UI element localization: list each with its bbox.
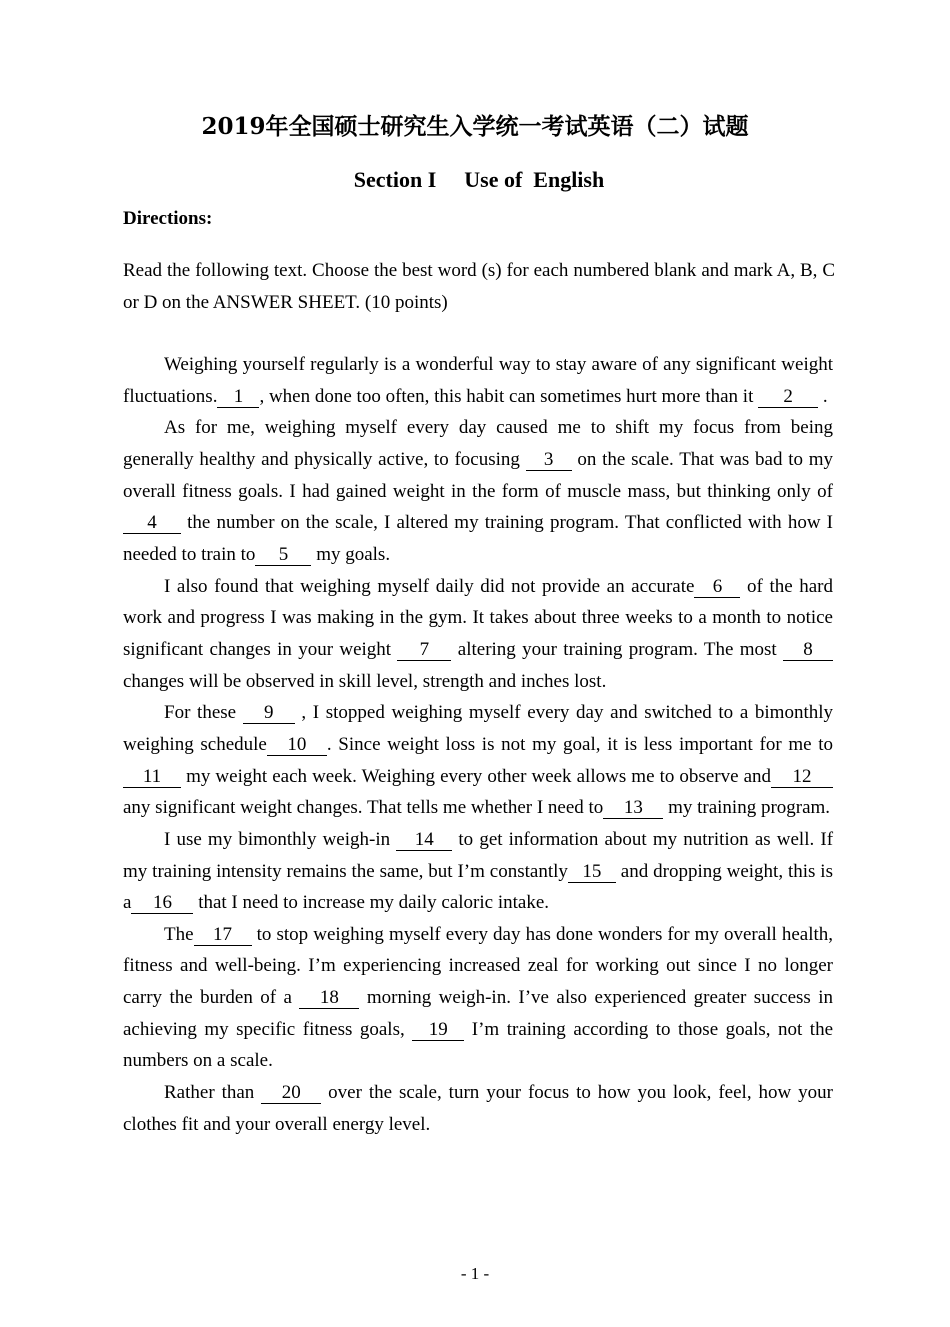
- passage-text: changes will be observed in skill level, strength and inches lost.: [123, 670, 607, 692]
- paragraph-1: [123, 349, 833, 412]
- passage-text: on the scale. That was bad to my overall fitness goals. I had gained weight in the form of muscle mass, but thinking only of: [123, 448, 834, 502]
- blank-14: 14: [396, 830, 452, 851]
- section-name: Use of English: [464, 167, 605, 192]
- blank-9: 9: [243, 703, 295, 724]
- passage-text: my training program.: [668, 797, 831, 819]
- passage-text: my goals.: [316, 543, 391, 565]
- passage-text: to stop weighing myself every day has done wonders for my overall health, fitness and well-being. I’m experiencing increased zeal for working out since I no longer carry the burden of a: [123, 923, 834, 1009]
- passage-text: .: [818, 385, 828, 407]
- passage-text: morning weigh-in. I’ve also experienced greater success in achieving my specific fitness goals,: [123, 987, 834, 1040]
- paragraph-6: [123, 919, 833, 1077]
- passage-text: over the scale, turn your focus to how you look, feel, how your clothes fit and your overall energy level.: [123, 1082, 833, 1135]
- blank-6: 6: [694, 577, 740, 598]
- blank-12: 12: [771, 767, 833, 788]
- passage-text: , I stopped weighing myself every day and switched to a bimonthly weighing schedule: [123, 702, 834, 755]
- passage-text: For these: [164, 702, 237, 724]
- directions-text: Read the following text. Choose the best word (s) for each numbered blank and mark A, B, C or D on the ANSWER SHEET. (10 points): [123, 260, 835, 313]
- passage-text: I’m training according to those goals, not the numbers on a scale.: [123, 1018, 834, 1072]
- blank-7: 7: [397, 640, 451, 661]
- blank-10: 10: [267, 735, 327, 756]
- page-number: - 1 -: [460, 1264, 490, 1283]
- directions-label: Directions:: [123, 208, 213, 229]
- paragraph-2: [123, 412, 833, 570]
- passage-text: the number on the scale, I altered my training program. That conflicted with how I needed to train to: [123, 512, 834, 565]
- blank-16: 16: [131, 893, 193, 914]
- paragraph-7: [123, 1077, 833, 1140]
- passage-text: I also found that weighing myself daily did not provide an accurate: [164, 575, 695, 597]
- passage-text: of the hard work and progress I was making in the gym. It takes about three weeks to a month to notice significant changes in your weight: [123, 575, 834, 660]
- passage-text: that I need to increase my daily caloric intake.: [198, 892, 550, 914]
- passage-text: my weight each week. Weighing every other week allows me to observe and: [186, 765, 772, 787]
- passage-text: . Since weight loss is not my goal, it is less important for me to: [326, 733, 833, 755]
- passage-text: As for me, weighing myself every day caused me to shift my focus from being generally healthy and physically active, to focusing: [123, 417, 833, 470]
- passage-text: I use my bimonthly weigh-in: [164, 828, 391, 850]
- passage-text: altering your training program. The most: [457, 638, 777, 660]
- passage-text: and dropping weight, this is a: [123, 860, 833, 914]
- blank-20: 20: [261, 1083, 321, 1104]
- blank-19: 19: [412, 1020, 464, 1041]
- section-label: Section I: [353, 167, 437, 192]
- blank-18: 18: [299, 988, 359, 1009]
- paragraph-5: [123, 824, 833, 919]
- blank-15: 15: [568, 862, 616, 883]
- blank-2: 2: [758, 387, 818, 408]
- blank-4: 4: [123, 513, 181, 534]
- passage-text: , when done too often, this habit can sometimes hurt more than it: [259, 385, 754, 407]
- blank-17: 17: [194, 925, 252, 946]
- paragraph-4: [123, 697, 833, 824]
- passage-text: any significant weight changes. That tells me whether I need to: [123, 797, 604, 819]
- passage-text: Rather than: [164, 1082, 255, 1104]
- blank-5: 5: [255, 545, 311, 566]
- passage-text: Weighing yourself regularly is a wonderful way to stay aware of any significant weight fluctuations.: [123, 354, 833, 407]
- passage-text: The: [164, 923, 194, 945]
- blank-8: 8: [783, 640, 833, 661]
- blank-1: 1: [217, 387, 259, 408]
- page-title: 2019年全国硕士研究生入学统一考试英语（二）试题: [201, 113, 749, 140]
- paragraph-3: [123, 571, 833, 698]
- passage-text: to get information about my nutrition as well. If my training intensity remains the same, but I’m constantly: [123, 828, 834, 882]
- section-heading: [0, 167, 950, 193]
- blank-11: 11: [123, 767, 181, 788]
- cloze-passage: [123, 349, 833, 1140]
- blank-13: 13: [603, 798, 663, 819]
- blank-3: 3: [526, 450, 572, 471]
